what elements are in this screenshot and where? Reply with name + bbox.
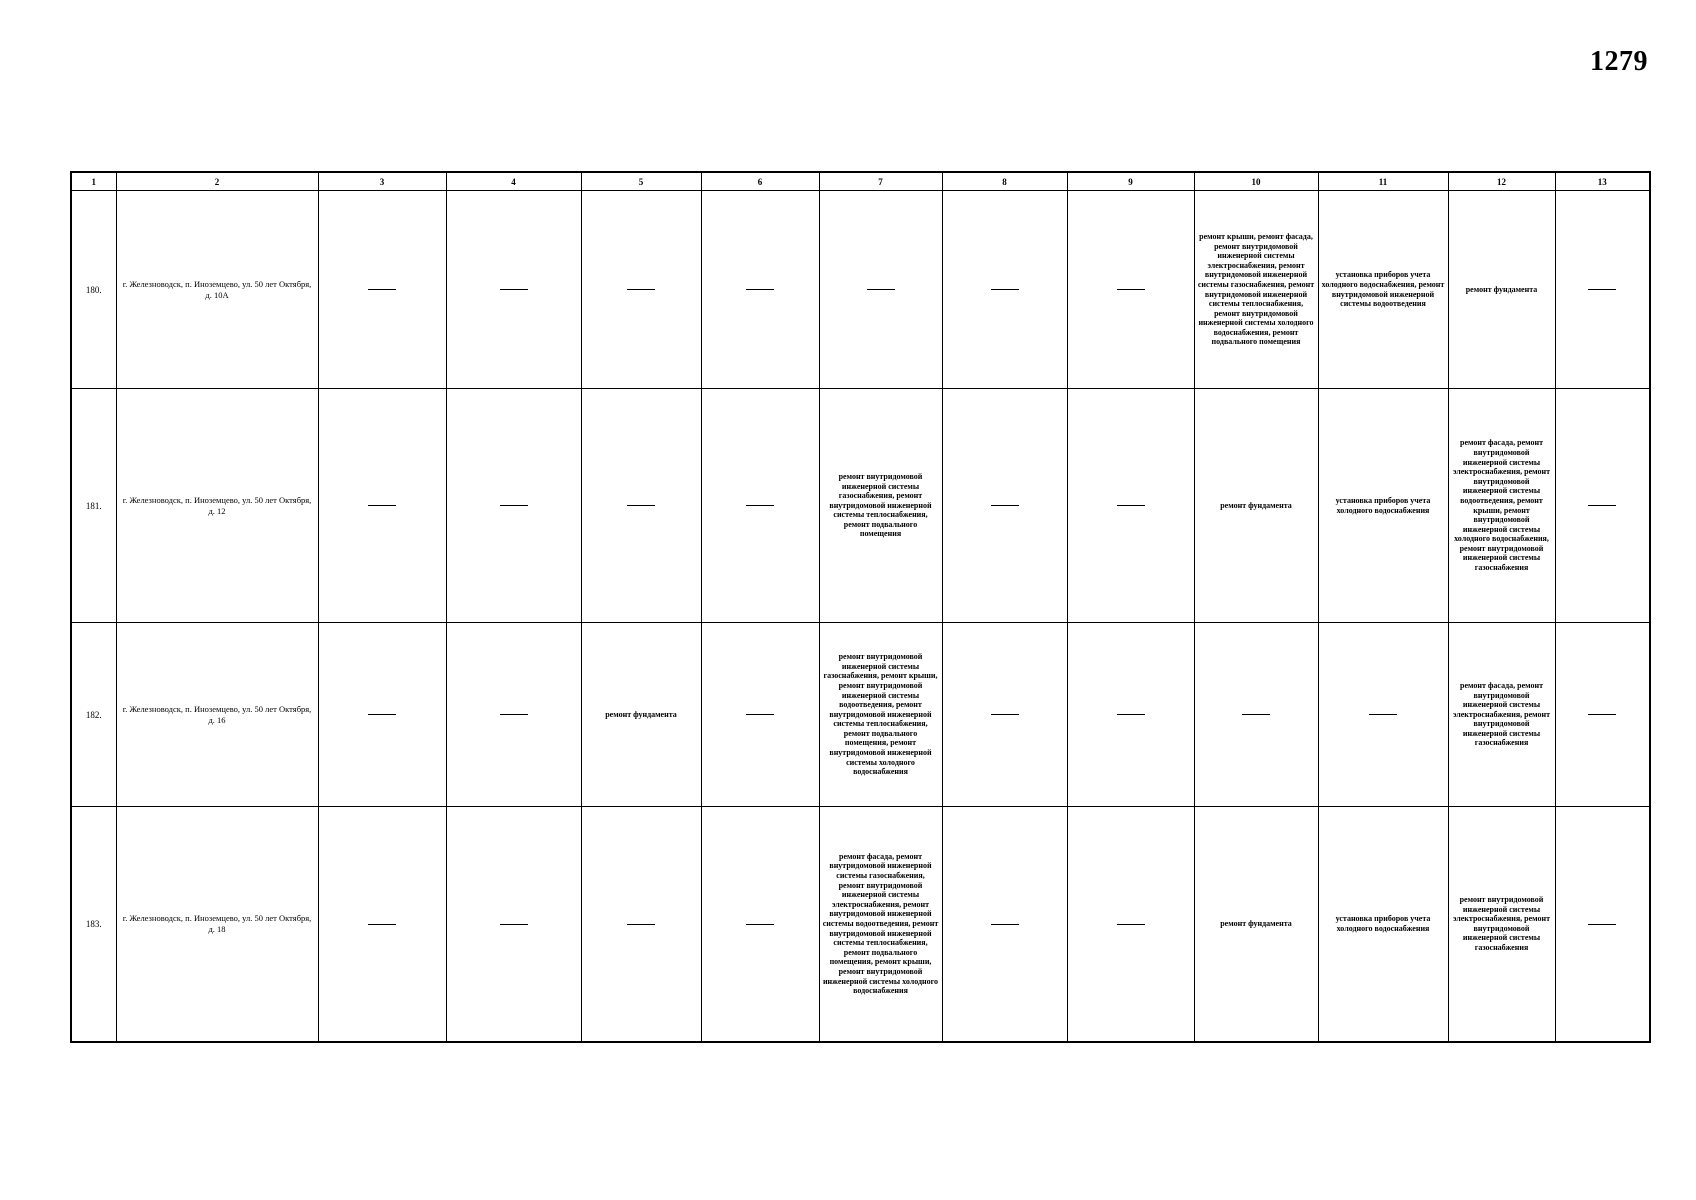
- dash-mark: [627, 924, 655, 925]
- row-number: 181.: [71, 389, 116, 623]
- dash-mark: [1117, 289, 1145, 290]
- table-row: [71, 389, 1650, 623]
- work-description-cell: ремонт фундамента: [1194, 389, 1318, 623]
- dash-mark: [368, 505, 396, 506]
- page-number: 1279: [1590, 46, 1648, 77]
- empty-cell: [819, 191, 942, 389]
- empty-cell: [1555, 191, 1650, 389]
- empty-cell: [1194, 623, 1318, 807]
- column-number: 12: [1448, 172, 1555, 191]
- dash-mark: [991, 714, 1019, 715]
- empty-cell: [446, 807, 581, 1042]
- empty-cell: [581, 807, 701, 1042]
- row-number: 183.: [71, 807, 116, 1042]
- empty-cell: [942, 389, 1067, 623]
- table-row: [71, 191, 1650, 389]
- empty-cell: [318, 623, 446, 807]
- address-cell: г. Железноводск, п. Иноземцево, ул. 50 лет Октября, д. 18: [116, 807, 318, 1042]
- dash-mark: [627, 289, 655, 290]
- empty-cell: [942, 807, 1067, 1042]
- empty-cell: [446, 623, 581, 807]
- empty-cell: [1067, 807, 1194, 1042]
- work-description-cell: ремонт фундамента: [581, 623, 701, 807]
- work-description-cell: установка приборов учета холодного водоснабжения, ремонт внутридомовой инженерной системы водоотведения: [1318, 191, 1448, 389]
- table-row: [71, 623, 1650, 807]
- column-number: 2: [116, 172, 318, 191]
- dash-mark: [1369, 714, 1397, 715]
- work-description-cell: установка приборов учета холодного водоснабжения: [1318, 389, 1448, 623]
- empty-cell: [701, 807, 819, 1042]
- dash-mark: [746, 289, 774, 290]
- work-description-cell: установка приборов учета холодного водоснабжения: [1318, 807, 1448, 1042]
- dash-mark: [991, 289, 1019, 290]
- column-number: 9: [1067, 172, 1194, 191]
- work-description-cell: ремонт внутридомовой инженерной системы электроснабжения, ремонт внутридомовой инженерной системы газоснабжения: [1448, 807, 1555, 1042]
- dash-mark: [1588, 714, 1616, 715]
- dash-mark: [368, 289, 396, 290]
- dash-mark: [500, 924, 528, 925]
- column-number: 6: [701, 172, 819, 191]
- empty-cell: [1555, 623, 1650, 807]
- empty-cell: [1067, 191, 1194, 389]
- dash-mark: [1117, 714, 1145, 715]
- dash-mark: [991, 924, 1019, 925]
- work-description-cell: ремонт внутридомовой инженерной системы газоснабжения, ремонт крыши, ремонт внутридомовой инженерной системы водоотведения, ремонт внутридомовой инженерной системы теплоснабжения, ремонт подвального помещения, ремонт внутридомовой инженерной системы холодного водоснабжения: [819, 623, 942, 807]
- address-cell: г. Железноводск, п. Иноземцево, ул. 50 лет Октября, д. 16: [116, 623, 318, 807]
- dash-mark: [368, 924, 396, 925]
- work-description-cell: ремонт фасада, ремонт внутридомовой инженерной системы электроснабжения, ремонт внутридомовой инженерной системы газоснабжения: [1448, 623, 1555, 807]
- dash-mark: [500, 505, 528, 506]
- empty-cell: [942, 623, 1067, 807]
- empty-cell: [446, 389, 581, 623]
- row-number: 182.: [71, 623, 116, 807]
- empty-cell: [318, 191, 446, 389]
- dash-mark: [991, 505, 1019, 506]
- empty-cell: [942, 191, 1067, 389]
- dash-mark: [867, 289, 895, 290]
- dash-mark: [1588, 289, 1616, 290]
- column-number: 3: [318, 172, 446, 191]
- empty-cell: [446, 191, 581, 389]
- column-number: 5: [581, 172, 701, 191]
- column-number-header-row: [71, 172, 1650, 191]
- column-number: 4: [446, 172, 581, 191]
- dash-mark: [746, 924, 774, 925]
- empty-cell: [1067, 389, 1194, 623]
- work-description-cell: ремонт фундамента: [1194, 807, 1318, 1042]
- empty-cell: [701, 623, 819, 807]
- table-row: [71, 807, 1650, 1042]
- dash-mark: [746, 505, 774, 506]
- dash-mark: [1588, 505, 1616, 506]
- work-description-cell: ремонт крыши, ремонт фасада, ремонт внутридомовой инженерной системы электроснабжения, ремонт внутридомовой инженерной системы газоснабжения, ремонт внутридомовой инженерной системы теплоснабжения, ремонт внутридомовой инженерной системы холодного водоснабжения, ремонт подвального помещения: [1194, 191, 1318, 389]
- dash-mark: [627, 505, 655, 506]
- empty-cell: [318, 807, 446, 1042]
- empty-cell: [1067, 623, 1194, 807]
- dash-mark: [500, 289, 528, 290]
- work-description-cell: ремонт фасада, ремонт внутридомовой инженерной системы электроснабжения, ремонт внутридомовой инженерной системы водоотведения, ремонт крыши, ремонт внутридомовой инженерной системы холодного водоснабжения, ремонт внутридомовой инженерной системы газоснабжения: [1448, 389, 1555, 623]
- empty-cell: [701, 191, 819, 389]
- column-number: 13: [1555, 172, 1650, 191]
- dash-mark: [1117, 505, 1145, 506]
- dash-mark: [500, 714, 528, 715]
- column-number: 11: [1318, 172, 1448, 191]
- empty-cell: [1555, 389, 1650, 623]
- work-description-cell: ремонт фундамента: [1448, 191, 1555, 389]
- repair-schedule-table: [70, 171, 1651, 1043]
- dash-mark: [1588, 924, 1616, 925]
- empty-cell: [1555, 807, 1650, 1042]
- empty-cell: [581, 191, 701, 389]
- dash-mark: [1242, 714, 1270, 715]
- dash-mark: [1117, 924, 1145, 925]
- column-number: 10: [1194, 172, 1318, 191]
- work-description-cell: ремонт фасада, ремонт внутридомовой инженерной системы газоснабжения, ремонт внутридомовой инженерной системы электроснабжения, ремонт внутридомовой инженерной системы водоотведения, ремонт внутридомовой инженерной системы теплоснабжения, ремонт подвального помещения, ремонт крыши, ремонт внутридомовой инженерной системы холодного водоснабжения: [819, 807, 942, 1042]
- row-number: 180.: [71, 191, 116, 389]
- work-description-cell: ремонт внутридомовой инженерной системы газоснабжения, ремонт внутридомовой инженерной системы теплоснабжения, ремонт подвального помещения: [819, 389, 942, 623]
- dash-mark: [746, 714, 774, 715]
- column-number: 8: [942, 172, 1067, 191]
- empty-cell: [581, 389, 701, 623]
- empty-cell: [318, 389, 446, 623]
- empty-cell: [1318, 623, 1448, 807]
- column-number: 1: [71, 172, 116, 191]
- address-cell: г. Железноводск, п. Иноземцево, ул. 50 лет Октября, д. 12: [116, 389, 318, 623]
- column-number: 7: [819, 172, 942, 191]
- dash-mark: [368, 714, 396, 715]
- address-cell: г. Железноводск, п. Иноземцево, ул. 50 лет Октября, д. 10А: [116, 191, 318, 389]
- empty-cell: [701, 389, 819, 623]
